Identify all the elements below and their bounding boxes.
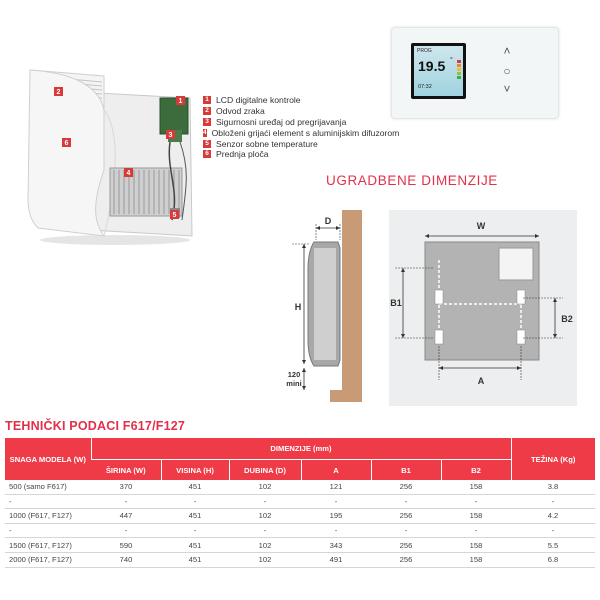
table-row (5, 552, 595, 567)
dim-b2-label: B2 (561, 314, 573, 324)
cell-height: 451 (161, 552, 229, 567)
table-row (5, 538, 595, 553)
legend-item (203, 95, 393, 106)
legend-label: Prednja ploča (216, 149, 269, 160)
cell-height: 451 (161, 509, 229, 524)
col-width-header: ŠIRINA (W) (91, 460, 161, 481)
cell-depth: 102 (229, 552, 301, 567)
callout-3-label: 3 (168, 132, 173, 139)
cell-b2: 158 (441, 509, 511, 524)
table-row (5, 480, 595, 494)
down-arrow-button[interactable]: ˅ (503, 82, 511, 96)
legend-number: 1 (203, 96, 211, 104)
dim-b1-label: B1 (390, 298, 402, 308)
lcd-screen (414, 46, 463, 96)
side-view-diagram (280, 210, 380, 410)
cell-weight: - (511, 523, 595, 538)
col-model-header: SNAGA MODELA (W) (5, 438, 91, 480)
callout-1-label: 1 (178, 98, 183, 105)
cell-width: - (91, 494, 161, 509)
thermostat-panel (391, 27, 559, 119)
col-weight-header: TEŽINA (Kg) (511, 438, 595, 480)
lcd-time: 07:32 (418, 84, 432, 90)
cell-model: - (5, 494, 91, 509)
cell-a: - (301, 523, 371, 538)
dim-d-label: D (324, 216, 332, 226)
dim-min-value: 120 (287, 370, 301, 379)
legend-item (203, 127, 400, 138)
cell-weight: 6.8 (511, 552, 595, 567)
cell-a: 491 (301, 552, 371, 567)
cell-b2: 158 (441, 538, 511, 553)
cell-model: - (5, 523, 91, 538)
cell-model: 500 (samo F617) (5, 480, 91, 494)
col-b2-header: B2 (441, 460, 511, 481)
cell-b1: - (371, 494, 441, 509)
dim-a-label: A (477, 376, 485, 386)
callout-6-label: 6 (64, 140, 69, 147)
cell-b1: 256 (371, 480, 441, 494)
legend-number: 3 (203, 118, 211, 126)
legend-number: 6 (203, 150, 211, 158)
table-row (5, 509, 595, 524)
level-bar-icon (457, 60, 461, 80)
legend-label: Odvod zraka (216, 106, 265, 117)
col-a-header: A (301, 460, 371, 481)
legend-label: Sigurnosni uređaj od pregrijavanja (216, 116, 347, 127)
dim-w-label: W (476, 221, 486, 231)
dim-min-unit: mini (286, 379, 302, 388)
up-arrow-button[interactable]: ˄ (503, 44, 511, 58)
cell-b1: - (371, 523, 441, 538)
cell-b1: 256 (371, 509, 441, 524)
rear-view-diagram (383, 210, 583, 410)
legend-label: Senzor sobne temperature (216, 138, 318, 149)
legend-label: LCD digitalne kontrole (216, 95, 301, 106)
cell-height: - (161, 494, 229, 509)
legend-number: 5 (203, 140, 211, 148)
cell-b2: - (441, 523, 511, 538)
parts-legend (203, 95, 400, 160)
cell-b1: 256 (371, 538, 441, 553)
cell-height: 451 (161, 538, 229, 553)
cell-depth: - (229, 523, 301, 538)
col-dimensions-header: DIMENZIJE (mm) (91, 438, 511, 460)
col-b1-header: B1 (371, 460, 441, 481)
cell-b2: - (441, 494, 511, 509)
cell-b2: 158 (441, 480, 511, 494)
callout-4-label: 4 (126, 170, 131, 177)
legend-item (203, 106, 393, 117)
lcd-mode: PROG (417, 48, 432, 54)
cell-a: 343 (301, 538, 371, 553)
cell-width: 370 (91, 480, 161, 494)
col-depth-header: DUBINA (D) (229, 460, 301, 481)
cell-width: - (91, 523, 161, 538)
cell-a: - (301, 494, 371, 509)
cell-height: - (161, 523, 229, 538)
legend-item (203, 149, 393, 160)
lcd-degree-unit: ° (450, 57, 453, 64)
cell-model: 1000 (F617, F127) (5, 509, 91, 524)
cell-depth: 102 (229, 538, 301, 553)
cell-a: 195 (301, 509, 371, 524)
cell-model: 2000 (F617, F127) (5, 552, 91, 567)
cell-a: 121 (301, 480, 371, 494)
legend-item (203, 138, 393, 149)
cell-model: 1500 (F617, F127) (5, 538, 91, 553)
specs-table (5, 438, 595, 568)
legend-number: 2 (203, 107, 211, 115)
cell-depth: 102 (229, 480, 301, 494)
table-row (5, 523, 595, 538)
legend-number: 4 (203, 128, 207, 136)
lcd-display (411, 43, 466, 99)
cell-b2: 158 (441, 552, 511, 567)
heater-illustration (20, 60, 200, 250)
callout-5-label: 5 (172, 212, 177, 219)
cell-weight: - (511, 494, 595, 509)
callout-2-label: 2 (56, 89, 61, 96)
table-row (5, 494, 595, 509)
cell-b1: 256 (371, 552, 441, 567)
table-title: TEHNIČKI PODACI F617/F127 (5, 419, 186, 433)
cell-weight: 3.8 (511, 480, 595, 494)
cell-depth: 102 (229, 509, 301, 524)
cell-height: 451 (161, 480, 229, 494)
cell-width: 590 (91, 538, 161, 553)
cell-depth: - (229, 494, 301, 509)
lcd-temperature: 19.5 (418, 58, 446, 74)
cell-width: 447 (91, 509, 161, 524)
legend-label: Obloženi grijaći element s aluminijskim difuzorom (211, 127, 400, 138)
cell-width: 740 (91, 552, 161, 567)
cell-weight: 5.5 (511, 538, 595, 553)
col-height-header: VISINA (H) (161, 460, 229, 481)
legend-item (203, 117, 393, 128)
dimensions-title: UGRADBENE DIMENZIJE (326, 173, 498, 188)
dim-h-label: H (294, 302, 302, 312)
cell-weight: 4.2 (511, 509, 595, 524)
ok-button[interactable]: ○ (503, 64, 511, 78)
